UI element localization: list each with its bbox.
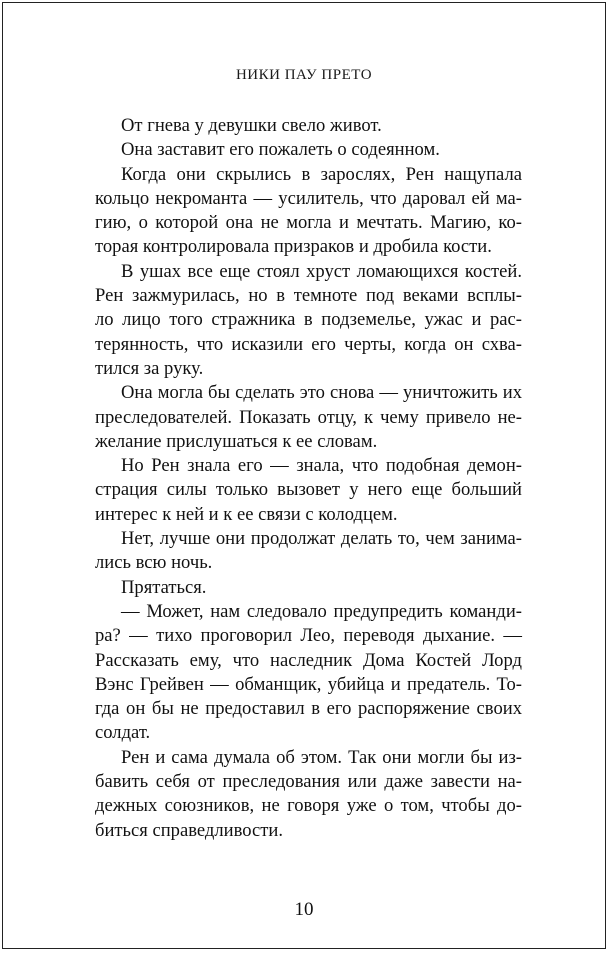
text-line: преследователей. Показать отцу, к чему привело не- (95, 406, 522, 428)
text-line: солдат. (95, 722, 151, 744)
text-line: лись всю ночь. (95, 552, 213, 574)
text-line: Рассказать ему, что наследник Дома Костей Лорд (95, 649, 522, 671)
text-line: Нет, лучше они продолжат делать то, чем занима- (121, 528, 522, 550)
text-line: Рен и сама думала об этом. Так они могли бы из- (121, 746, 522, 768)
text-line: В ушах все еще стоял хруст ломающихся костей. (121, 260, 522, 282)
text-line: ра? — тихо проговорил Лео, переводя дыхание. — (95, 625, 522, 647)
text-line: биться справедливости. (95, 819, 283, 841)
text-line: — Может, нам следовало предупредить команди- (121, 600, 522, 622)
page-frame (2, 2, 606, 949)
text-line: желание прислушаться к ее словам. (95, 430, 378, 452)
text-line: интерес к ней и к ее связи с колодцем. (95, 503, 398, 525)
text-line: гда он бы не предоставил в его распоряжение своих (95, 698, 522, 720)
text-line: бавить себя от преследования или даже завести на- (95, 771, 522, 793)
text-line: гию, о которой она не могла и мечтать. Магию, ко- (95, 212, 522, 234)
text-line: От гнева у девушки свело живот. (121, 115, 382, 136)
text-line: Но Рен знала его — знала, что подобная демон- (121, 455, 522, 477)
text-line: Когда они скрылись в зарослях, Рен нащупала (121, 163, 522, 185)
text-line: страция силы только вызовет у него еще больший (95, 479, 522, 501)
text-line: Она заставит его пожалеть о содеянном. (121, 139, 440, 161)
text-line: Вэнс Грейвен — обманщик, убийца и предатель. То- (95, 673, 522, 695)
text-line: кольцо некроманта — усилитель, что даровал ей ма- (95, 187, 522, 209)
text-line: терянность, что исказили его черты, когда он схва- (95, 333, 522, 355)
running-head: НИКИ ПАУ ПРЕТО (235, 67, 373, 83)
body-text (95, 114, 522, 843)
text-line: Она могла бы сделать это снова — уничтожить их (121, 382, 522, 404)
text-line: Прятаться. (121, 576, 207, 598)
page-number: 10 (294, 899, 314, 920)
text-line: тился за руку. (95, 357, 204, 379)
text-line: Рен зажмурилась, но в темноте под веками всплы- (95, 285, 522, 307)
text-line: дежных союзников, не говоря уже о том, чтобы до- (95, 795, 522, 817)
text-line: ло лицо того стражника в подземелье, ужас и рас- (95, 309, 522, 331)
text-line: торая контролировала призраков и дробила кости. (95, 236, 492, 258)
